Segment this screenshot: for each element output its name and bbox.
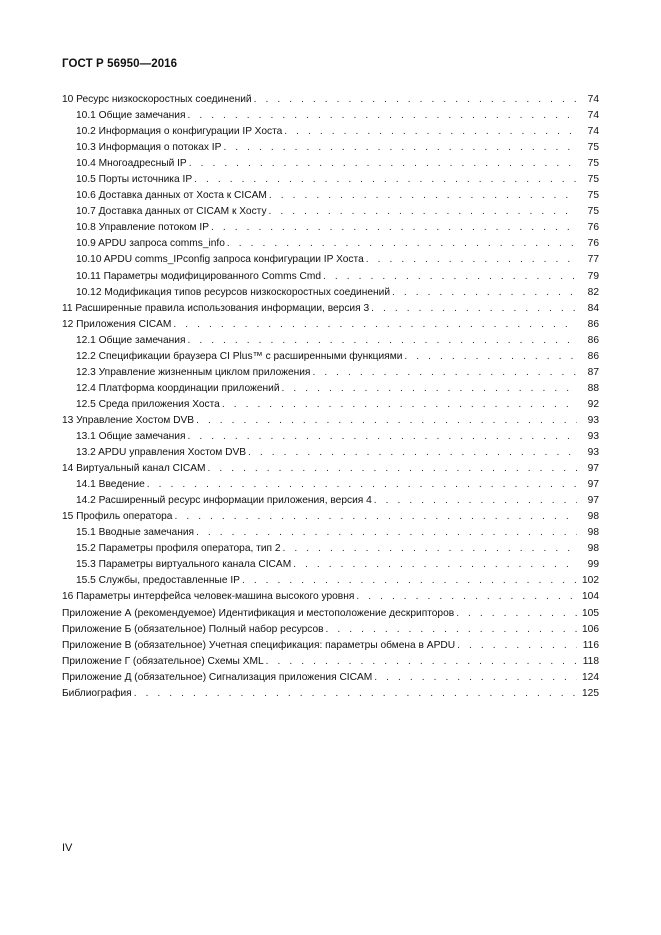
- toc-dot-leader: [194, 172, 577, 188]
- toc-entry-page: 75: [587, 142, 599, 154]
- toc-entry-page: 84: [587, 302, 599, 314]
- toc-entry[interactable]: [62, 156, 599, 172]
- toc-entry[interactable]: [62, 413, 599, 429]
- toc-entry[interactable]: [62, 252, 599, 268]
- toc-entry-title: 10.1 Общие замечания: [76, 110, 186, 122]
- toc-entry-title: 10.4 Многоадресный IP: [76, 158, 187, 170]
- toc-entry-title: 11 Расширенные правила использования информации, версия 3: [62, 302, 370, 314]
- toc-dot-leader: [211, 220, 577, 236]
- toc-entry-page: 125: [582, 687, 599, 699]
- toc-entry[interactable]: [62, 204, 599, 220]
- toc-entry[interactable]: [62, 606, 599, 622]
- toc-entry-title: Приложение В (обязательное) Учетная спецификация: параметры обмена в APDU: [62, 639, 456, 651]
- toc-entry-page: 88: [587, 382, 599, 394]
- toc-entry-page: 93: [587, 430, 599, 442]
- toc-dot-leader: [187, 429, 577, 445]
- toc-dot-leader: [323, 269, 577, 285]
- toc-entry[interactable]: [62, 622, 599, 638]
- toc-entry-page: 87: [587, 366, 599, 378]
- toc-entry[interactable]: [62, 172, 599, 188]
- toc-entry[interactable]: [62, 686, 599, 702]
- toc-dot-leader: [374, 670, 577, 686]
- toc-entry-page: 76: [587, 222, 599, 234]
- toc-dot-leader: [134, 686, 577, 702]
- toc-entry-title: 12.5 Среда приложения Хоста: [76, 398, 220, 410]
- toc-dot-leader: [283, 541, 577, 557]
- page-number: IV: [62, 842, 73, 854]
- toc-dot-leader: [254, 92, 577, 108]
- toc-entry[interactable]: [62, 541, 599, 557]
- toc-entry-title: 15.1 Вводные замечания: [76, 527, 195, 539]
- toc-entry[interactable]: [62, 654, 599, 670]
- toc-entry-title: 16 Параметры интерфейса человек-машина высокого уровня: [62, 591, 355, 603]
- toc-entry-title: 10.7 Доставка данных от CICAM к Хосту: [76, 206, 267, 218]
- toc-dot-leader: [207, 461, 577, 477]
- toc-dot-leader: [366, 252, 577, 268]
- toc-entry-title: 10.9 APDU запроса comms_info: [76, 238, 225, 250]
- toc-entry-page: 75: [587, 206, 599, 218]
- toc-entry-page: 86: [587, 334, 599, 346]
- toc-entry[interactable]: [62, 301, 599, 317]
- toc-entry[interactable]: [62, 349, 599, 365]
- toc-entry-title: 12.4 Платформа координации приложений: [76, 382, 280, 394]
- toc-entry[interactable]: [62, 638, 599, 654]
- toc-entry[interactable]: [62, 188, 599, 204]
- toc-entry-page: 75: [587, 174, 599, 186]
- toc-entry-page: 93: [587, 447, 599, 459]
- toc-entry[interactable]: [62, 525, 599, 541]
- toc-entry-page: 124: [582, 671, 599, 683]
- toc-entry-title: 14.1 Введение: [76, 479, 145, 491]
- toc-entry-title: 12.3 Управление жизненным циклом приложения: [76, 366, 311, 378]
- toc-dot-leader: [293, 557, 577, 573]
- toc-entry-title: 12.2 Спецификации браузера CI Plus™ с расширенными функциями: [76, 350, 403, 362]
- toc-dot-leader: [326, 622, 577, 638]
- toc-entry-title: 13.2 APDU управления Хостом DVB: [76, 447, 247, 459]
- toc-entry-title: 10.11 Параметры модифицированного Comms Cmd: [76, 270, 322, 282]
- toc-dot-leader: [196, 413, 577, 429]
- toc-entry[interactable]: [62, 236, 599, 252]
- toc-entry[interactable]: [62, 92, 599, 108]
- toc-entry-page: 97: [587, 479, 599, 491]
- toc-entry-title: 10.3 Информация о потоках IP: [76, 142, 222, 154]
- toc-entry-title: Приложение Б (обязательное) Полный набор ресурсов: [62, 623, 324, 635]
- toc-entry-page: 98: [587, 527, 599, 539]
- toc-dot-leader: [227, 236, 577, 252]
- toc-entry-title: Приложение Д (обязательное) Сигнализация приложения CICAM: [62, 671, 373, 683]
- toc-dot-leader: [222, 397, 577, 413]
- toc-entry[interactable]: [62, 365, 599, 381]
- document-header: ГОСТ Р 56950—2016: [62, 58, 178, 70]
- toc-entry-title: 15.2 Параметры профиля оператора, тип 2: [76, 543, 281, 555]
- toc-entry[interactable]: [62, 445, 599, 461]
- toc-entry-page: 97: [587, 463, 599, 475]
- toc-entry-page: 118: [582, 655, 599, 667]
- toc-dot-leader: [187, 333, 577, 349]
- toc-entry-page: 75: [587, 190, 599, 202]
- toc-entry-page: 98: [587, 543, 599, 555]
- toc-entry-page: 105: [582, 607, 599, 619]
- toc-entry[interactable]: [62, 429, 599, 445]
- toc-entry-page: 74: [587, 110, 599, 122]
- toc-dot-leader: [266, 654, 577, 670]
- toc-entry[interactable]: [62, 317, 599, 333]
- toc-entry-page: 98: [587, 511, 599, 523]
- toc-dot-leader: [189, 156, 577, 172]
- toc-dot-leader: [392, 285, 577, 301]
- toc-dot-leader: [269, 204, 577, 220]
- toc-dot-leader: [269, 188, 577, 204]
- toc-entry[interactable]: [62, 461, 599, 477]
- toc-entry-page: 86: [587, 350, 599, 362]
- toc-entry-title: 14.2 Расширенный ресурс информации приложения, версия 4: [76, 495, 372, 507]
- toc-entry-title: 10.5 Порты источника IP: [76, 174, 193, 186]
- toc-entry[interactable]: [62, 557, 599, 573]
- toc-entry-page: 93: [587, 414, 599, 426]
- toc-entry[interactable]: [62, 397, 599, 413]
- toc-entry-title: 10.12 Модификация типов ресурсов низкоскоростных соединений: [76, 286, 391, 298]
- toc-dot-leader: [371, 301, 577, 317]
- toc-entry[interactable]: [62, 493, 599, 509]
- toc-dot-leader: [223, 140, 577, 156]
- toc-dot-leader: [242, 573, 577, 589]
- toc-entry-page: 79: [587, 270, 599, 282]
- toc-entry-page: 92: [587, 398, 599, 410]
- toc-dot-leader: [374, 493, 577, 509]
- toc-entry-page: 104: [582, 591, 599, 603]
- toc-dot-leader: [404, 349, 577, 365]
- toc-dot-leader: [456, 606, 577, 622]
- toc-entry-title: 10 Ресурс низкоскоростных соединений: [62, 94, 252, 105]
- toc-entry[interactable]: [62, 140, 599, 156]
- toc-entry-title: 13 Управление Хостом DVB: [62, 414, 195, 426]
- toc-entry[interactable]: [62, 108, 599, 124]
- toc-entry-title: Библиография: [62, 687, 132, 699]
- toc-entry-title: 12.1 Общие замечания: [76, 334, 186, 346]
- toc-entry-title: Приложение Г (обязательное) Схемы XML: [62, 655, 264, 667]
- toc-dot-leader: [284, 124, 577, 140]
- toc-entry[interactable]: [62, 333, 599, 349]
- toc-entry[interactable]: [62, 381, 599, 397]
- toc-dot-leader: [173, 317, 577, 333]
- toc-entry-page: 75: [587, 158, 599, 170]
- toc-entry-page: 97: [587, 495, 599, 507]
- toc-dot-leader: [248, 445, 577, 461]
- toc-entry-page: 116: [582, 639, 599, 651]
- toc-entry-title: 15 Профиль оператора: [62, 511, 173, 523]
- toc-entry-page: 74: [587, 94, 599, 105]
- toc-entry-page: 106: [582, 623, 599, 635]
- toc-dot-leader: [196, 525, 577, 541]
- toc-entry-title: 15.5 Службы, предоставленные IP: [76, 575, 240, 587]
- toc-dot-leader: [282, 381, 577, 397]
- toc-entry-title: 10.2 Информация о конфигурации IP Хоста: [76, 126, 283, 138]
- toc-entry-title: 10.10 APDU comms_IPconfig запроса конфигурации IP Хоста: [76, 254, 364, 266]
- toc-entry-page: 102: [582, 575, 599, 587]
- toc-dot-leader: [187, 108, 577, 124]
- toc-dot-leader: [312, 365, 577, 381]
- toc-dot-leader: [174, 509, 577, 525]
- toc-entry-title: 13.1 Общие замечания: [76, 430, 186, 442]
- toc-entry[interactable]: [62, 573, 599, 589]
- toc-entry-title: 14 Виртуальный канал CICAM: [62, 463, 206, 475]
- toc-entry-page: 74: [587, 126, 599, 138]
- toc-entry-page: 77: [587, 254, 599, 266]
- toc-entry[interactable]: [62, 220, 599, 236]
- toc-entry[interactable]: [62, 285, 599, 301]
- toc-entry[interactable]: [62, 124, 599, 140]
- toc-dot-leader: [147, 477, 577, 493]
- toc-entry[interactable]: [62, 509, 599, 525]
- toc-entry[interactable]: [62, 269, 599, 285]
- toc-entry-page: 86: [587, 318, 599, 330]
- toc-entry-page: 82: [587, 286, 599, 298]
- table-of-contents: [62, 92, 599, 702]
- toc-entry-title: 10.8 Управление потоком IP: [76, 222, 209, 234]
- toc-entry-page: 99: [587, 559, 599, 571]
- toc-entry[interactable]: [62, 589, 599, 605]
- toc-entry-title: 12 Приложения CICAM: [62, 318, 172, 330]
- toc-entry-page: 76: [587, 238, 599, 250]
- toc-entry-title: Приложение А (рекомендуемое) Идентификация и местоположение дескрипторов: [62, 607, 455, 619]
- toc-entry-title: 10.6 Доставка данных от Хоста к CICAM: [76, 190, 267, 202]
- toc-dot-leader: [356, 589, 577, 605]
- toc-dot-leader: [457, 638, 577, 654]
- toc-entry[interactable]: [62, 670, 599, 686]
- toc-entry[interactable]: [62, 477, 599, 493]
- toc-entry-title: 15.3 Параметры виртуального канала CICAM: [76, 559, 292, 571]
